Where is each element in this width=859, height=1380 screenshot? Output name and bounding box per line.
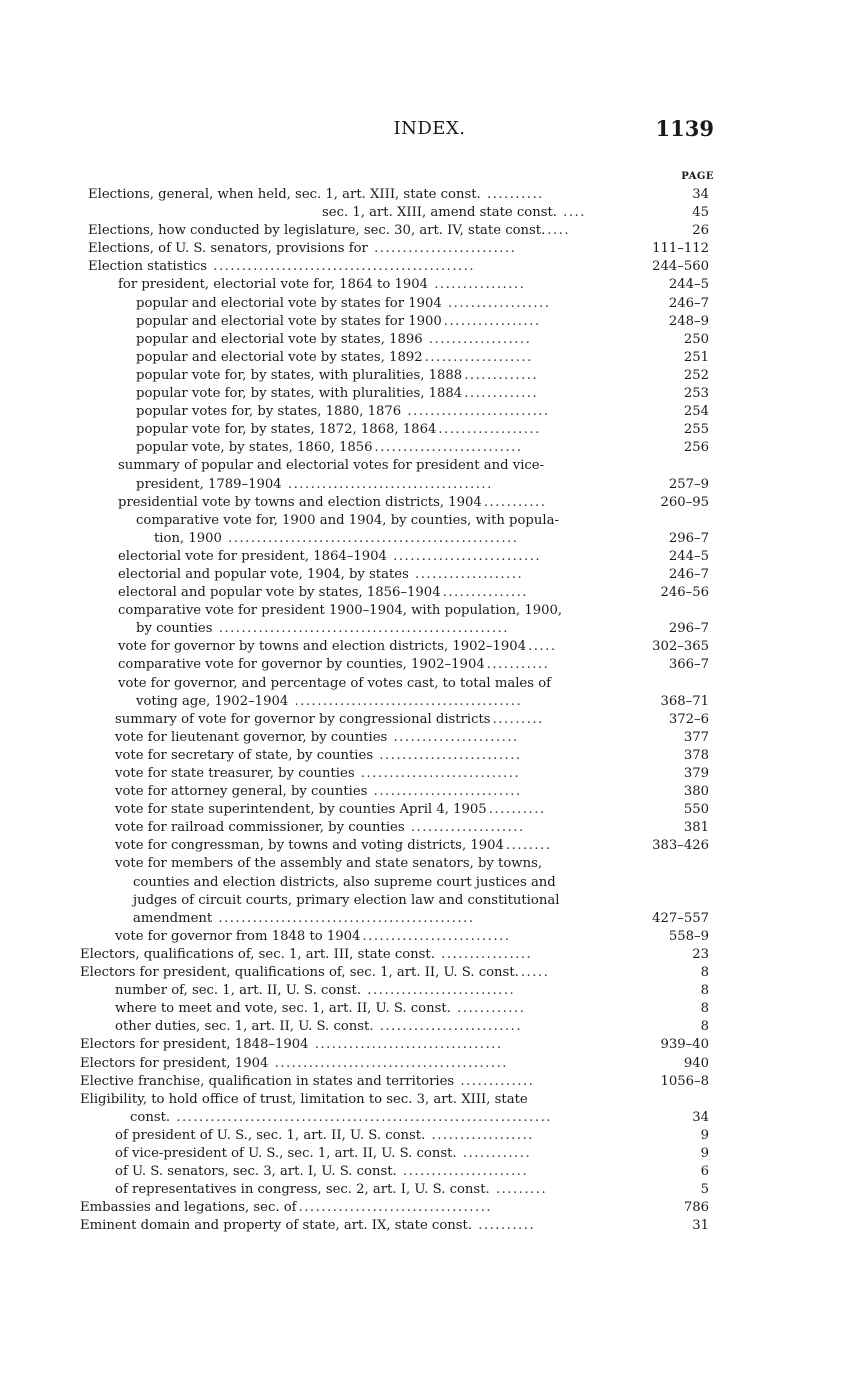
index-entry: vote for state treasurer, by counties ............................ 379 — [115, 766, 709, 781]
index-entry: vote for lieutenant governor, by counties ...................... 377 — [115, 729, 709, 745]
index-entry: where to meet and vote, sec. 1, art. II, U. S. const. ............ 8 — [115, 1001, 709, 1017]
index-entry: popular vote for, by states, 1872, 1868, 1864 .................. 255 — [136, 422, 709, 438]
index-entry: Elections, how conducted by legislature, sec. 30, art. IV, state const. .... 26 — [88, 223, 709, 239]
index-entry: number of, sec. 1, art. II, U. S. const. .......................... 8 — [115, 983, 709, 999]
index-entry: electorial and popular vote, 1904, by states ................... 246–7 — [118, 566, 709, 582]
index-entry: popular and electorial vote by states for 1900 ................. 248–9 — [136, 313, 709, 329]
index-entry: of vice-president of U. S., sec. 1, art. II, U. S. const. ............ 9 — [115, 1145, 709, 1161]
index-entry: popular and electorial vote by states, 1892 ................... 251 — [136, 349, 709, 365]
index-entry: comparative vote for president 1900–1904, with population, 1900, by counties ................................................... 296–7 — [118, 603, 709, 637]
index-entry: vote for railroad commissioner, by counties .................... 381 — [115, 820, 709, 836]
index-entry: Eligibility, to hold office of trust, limitation to sec. 3, art. XIII, state const. .................................................................. 34 — [80, 1091, 709, 1125]
index-entry: popular and electorial vote by states for 1904 .................. 246–7 — [136, 295, 709, 311]
index-entry: sec. 1, art. XIII, amend state const. .... 45 — [322, 205, 709, 221]
index-entry: Electors for president, 1848–1904 ................................. 939–40 — [80, 1037, 709, 1053]
index-entry: Electors for president, 1904 ......................................... 940 — [80, 1055, 709, 1071]
index-entry: Eminent domain and property of state, art. IX, state const. .......... 31 — [80, 1218, 709, 1234]
index-entry: of representatives in congress, sec. 2, art. I, U. S. const. ......... 5 — [115, 1182, 709, 1198]
page-column-label: PAGE — [681, 171, 714, 182]
index-entry: vote for governor by towns and election districts, 1902–1904 ..... 302–365 — [118, 639, 709, 655]
index-entry: Elections, of U. S. senators, provisions for ......................... 111–112 — [88, 241, 709, 257]
index-entry: summary of popular and electorial votes for president and vice- president, 1789–1904 .................................... 257–9 — [118, 458, 709, 492]
index-entry: vote for secretary of state, by counties ......................... 378 — [115, 747, 709, 763]
index-entry: of president of U. S., sec. 1, art. II, U. S. const. .................. 9 — [115, 1127, 709, 1143]
index-entry: Electors for president, qualifications of, sec. 1, art. II, U. S. const. ..... 8 — [80, 965, 709, 981]
index-entry: popular vote, by states, 1860, 1856 .......................... 256 — [136, 440, 709, 456]
index-entry: vote for state superintendent, by counties April 4, 1905 .......... 550 — [115, 802, 709, 818]
index-entry: vote for congressman, by towns and voting districts, 1904 ........ 383–426 — [115, 838, 709, 854]
page-header-title: INDEX. — [393, 118, 466, 139]
index-entry: other duties, sec. 1, art. II, U. S. const. ......................... 8 — [115, 1019, 709, 1035]
index-entry: vote for governor, and percentage of votes cast, to total males of voting age, 1902–1904 ........................................ 368–71 — [118, 675, 709, 709]
index-entry: for president, electorial vote for, 1864 to 1904 ................ 244–5 — [118, 277, 709, 293]
index-entry: popular vote for, by states, with pluralities, 1884 ............. 253 — [136, 386, 709, 402]
index-entry: Electors, qualifications of, sec. 1, art. III, state const. ................ 23 — [80, 946, 709, 962]
index-entry: vote for attorney general, by counties .......................... 380 — [115, 784, 709, 800]
index-entry: Elections, general, when held, sec. 1, art. XIII, state const. .......... 34 — [88, 187, 709, 202]
index-entry: Embassies and legations, sec. of .................................. 786 — [80, 1200, 709, 1216]
index-entry: popular votes for, by states, 1880, 1876 ......................... 254 — [136, 404, 709, 420]
index-entry: presidential vote by towns and election districts, 1904 ........... 260–95 — [118, 494, 709, 510]
index-entries — [0, 186, 859, 1235]
index-entry: vote for members of the assembly and state senators, by towns, counties and election districts, also supreme court justices and judges of circuit courts, primary election law and constitutional amendment ............................................. 427–557 — [115, 856, 709, 926]
page-number: 1139 — [655, 116, 714, 141]
index-entry: Elective franchise, qualification in states and territories ............. 1056–8 — [80, 1073, 709, 1089]
index-entry: popular and electorial vote by states, 1896 .................. 250 — [136, 331, 709, 347]
index-entry: summary of vote for governor by congressional districts ......... 372–6 — [115, 711, 709, 727]
index-entry: comparative vote for governor by counties, 1902–1904 ........... 366–7 — [118, 657, 709, 673]
index-entry: Election statistics .............................................. 244–560 — [88, 259, 709, 275]
index-entry: comparative vote for, 1900 and 1904, by counties, with popula- tion, 1900 ................................................... 296–7 — [136, 512, 709, 546]
index-entry: of U. S. senators, sec. 3, art. I, U. S. const. ...................... 6 — [115, 1164, 709, 1180]
index-entry: electorial vote for president, 1864–1904 .......................... 244–5 — [118, 548, 709, 564]
index-entry: vote for governor from 1848 to 1904 .......................... 558–9 — [115, 928, 709, 944]
index-entry: electoral and popular vote by states, 1856–1904 ............... 246–56 — [118, 585, 709, 601]
index-entry: popular vote for, by states, with pluralities, 1888 ............. 252 — [136, 367, 709, 383]
